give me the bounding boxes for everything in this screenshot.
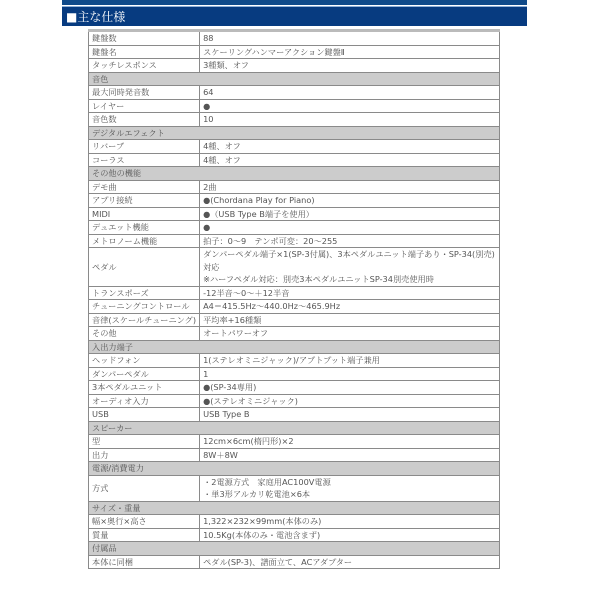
- spec-table: [88, 29, 500, 569]
- section-label: 音色: [89, 72, 500, 86]
- spec-label: 幅×奥行×高さ: [89, 515, 200, 529]
- spec-value: スケーリングハンマーアクション鍵盤Ⅱ: [200, 45, 500, 59]
- spec-value: 2曲: [200, 180, 500, 194]
- spec-label: ダンパーペダル: [89, 367, 200, 381]
- spec-row: [89, 140, 500, 154]
- spec-value: ペダル(SP-3)、譜面立て、ACアダプター: [200, 555, 500, 569]
- section-label: 電源/消費電力: [89, 462, 500, 476]
- spec-label: オーディオ入力: [89, 394, 200, 408]
- spec-value: 88: [200, 31, 500, 46]
- spec-value: USB Type B: [200, 408, 500, 422]
- spec-row: [89, 194, 500, 208]
- spec-value: ●: [200, 99, 500, 113]
- spec-label: MIDI: [89, 207, 200, 221]
- spec-value: 8W＋8W: [200, 448, 500, 462]
- spec-value: ●（USB Type B端子を使用）: [200, 207, 500, 221]
- spec-row: [89, 313, 500, 327]
- spec-label: デモ曲: [89, 180, 200, 194]
- section-row: [89, 501, 500, 515]
- spec-value-line: ダンパーペダル端子×1(SP-3付属)、3本ペダルユニット端子あり・SP-34(別売)対応: [203, 249, 495, 272]
- spec-row: [89, 394, 500, 408]
- spec-row: [89, 327, 500, 341]
- spec-value: 10: [200, 113, 500, 127]
- spec-label: 本体に同梱: [89, 555, 200, 569]
- section-row: [89, 340, 500, 354]
- spec-label: デュエット機能: [89, 221, 200, 235]
- spec-row: [89, 153, 500, 167]
- spec-value: -12半音〜0〜＋12半音: [200, 286, 500, 300]
- spec-row: [89, 475, 500, 501]
- section-row: [89, 542, 500, 556]
- section-header: [62, 6, 527, 26]
- spec-value: 1: [200, 367, 500, 381]
- spec-row: [89, 435, 500, 449]
- spec-label: タッチレスポンス: [89, 59, 200, 73]
- spec-row: [89, 99, 500, 113]
- spec-label: 出力: [89, 448, 200, 462]
- spec-value: 4種、オフ: [200, 153, 500, 167]
- spec-label: チューニングコントロール: [89, 300, 200, 314]
- spec-row: [89, 300, 500, 314]
- spec-label: リバーブ: [89, 140, 200, 154]
- spec-label: 3本ペダルユニット: [89, 381, 200, 395]
- header-top-stripe: [62, 0, 527, 5]
- spec-value: A4＝415.5Hz〜440.0Hz〜465.9Hz: [200, 300, 500, 314]
- spec-label: その他: [89, 327, 200, 341]
- spec-value-line: ・単3形アルカリ乾電池×6本: [203, 489, 311, 499]
- spec-value: 64: [200, 86, 500, 100]
- spec-row: [89, 86, 500, 100]
- spec-value: 1(ステレオミニジャック)/アプトプット端子兼用: [200, 354, 500, 368]
- section-label: スピーカー: [89, 421, 500, 435]
- spec-row: [89, 59, 500, 73]
- spec-value: ●: [200, 221, 500, 235]
- spec-value: 12cm×6cm(楕円形)×2: [200, 435, 500, 449]
- spec-label: コーラス: [89, 153, 200, 167]
- spec-label: アプリ接続: [89, 194, 200, 208]
- spec-row: [89, 113, 500, 127]
- section-row: [89, 462, 500, 476]
- spec-label: 鍵盤名: [89, 45, 200, 59]
- spec-value-line: ※ハーフペダル対応：別売3本ペダルユニットSP-34別売使用時: [203, 274, 434, 284]
- spec-value: 4種、オフ: [200, 140, 500, 154]
- spec-value: [200, 475, 500, 501]
- spec-row: [89, 234, 500, 248]
- spec-label: トランスポーズ: [89, 286, 200, 300]
- section-row: [89, 126, 500, 140]
- spec-value: ●(SP-34専用): [200, 381, 500, 395]
- spec-value: オートパワーオフ: [200, 327, 500, 341]
- section-row: [89, 72, 500, 86]
- spec-value: 拍子：0〜9 テンポ可変：20〜255: [200, 234, 500, 248]
- spec-row: [89, 180, 500, 194]
- spec-row: [89, 354, 500, 368]
- spec-row: [89, 381, 500, 395]
- spec-row: [89, 248, 500, 287]
- section-label: デジタルエフェクト: [89, 126, 500, 140]
- spec-row: [89, 221, 500, 235]
- spec-value: 1,322×232×99mm(本体のみ): [200, 515, 500, 529]
- spec-label: レイヤー: [89, 99, 200, 113]
- section-title: ■主な仕様: [66, 10, 126, 24]
- spec-label: 最大同時発音数: [89, 86, 200, 100]
- spec-row: [89, 286, 500, 300]
- spec-label: 鍵盤数: [89, 31, 200, 46]
- spec-label: 方式: [89, 475, 200, 501]
- spec-row: [89, 45, 500, 59]
- spec-label: ペダル: [89, 248, 200, 287]
- spec-value: 10.5Kg(本体のみ・電池含まず): [200, 528, 500, 542]
- spec-row: [89, 515, 500, 529]
- spec-label: 型: [89, 435, 200, 449]
- spec-row: [89, 367, 500, 381]
- spec-value: 平均率+16種類: [200, 313, 500, 327]
- spec-label: 音律(スケールチューニング): [89, 313, 200, 327]
- spec-row: [89, 448, 500, 462]
- spec-row: [89, 555, 500, 569]
- spec-row: [89, 31, 500, 46]
- section-label: 付属品: [89, 542, 500, 556]
- spec-label: メトロノーム機能: [89, 234, 200, 248]
- section-row: [89, 421, 500, 435]
- section-label: サイズ・重量: [89, 501, 500, 515]
- section-label: その他の機能: [89, 167, 500, 181]
- section-label: 入出力端子: [89, 340, 500, 354]
- spec-label: USB: [89, 408, 200, 422]
- spec-row: [89, 528, 500, 542]
- spec-row: [89, 408, 500, 422]
- spec-value: 3種類、オフ: [200, 59, 500, 73]
- spec-row: [89, 207, 500, 221]
- section-row: [89, 167, 500, 181]
- spec-label: ヘッドフォン: [89, 354, 200, 368]
- spec-value-line: ・2電源方式 家庭用AC100V電源: [203, 476, 331, 487]
- spec-value: ●(ステレオミニジャック): [200, 394, 500, 408]
- spec-label: 音色数: [89, 113, 200, 127]
- spec-value: ●(Chordana Play for Piano): [200, 194, 500, 208]
- spec-value: [200, 248, 500, 287]
- spec-label: 質量: [89, 528, 200, 542]
